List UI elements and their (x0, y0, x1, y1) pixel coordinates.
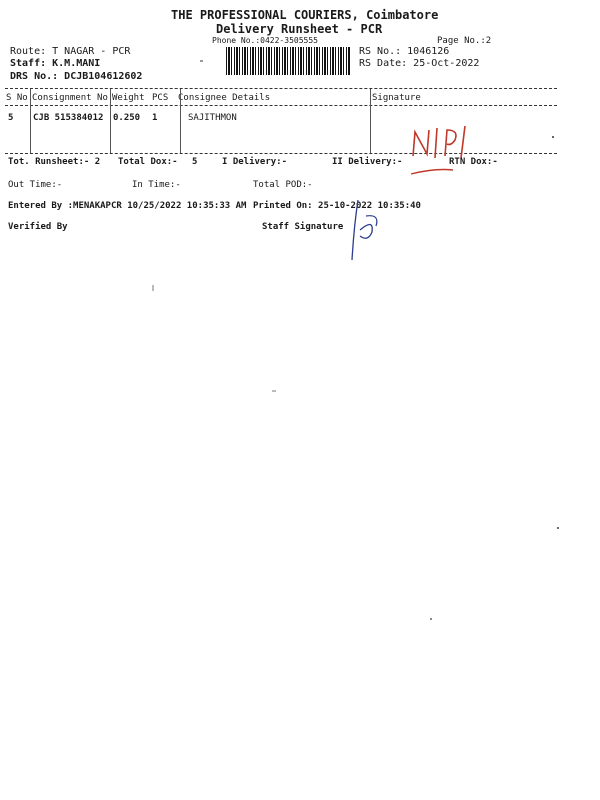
col-divider (370, 89, 371, 153)
col-divider (180, 89, 181, 153)
col-divider (30, 89, 31, 153)
scan-speck (200, 60, 203, 62)
in-time: In Time:- (132, 180, 181, 190)
total-pod: Total POD:- (253, 180, 313, 190)
return-dox: RTN Dox:- (449, 157, 498, 167)
total-runsheet: Tot. Runsheet:- 2 (8, 157, 101, 167)
col-header-consignment: Consignment No (32, 93, 108, 103)
row-consignee: SAJITHMON (188, 113, 237, 123)
route-label: Route: T NAGAR - PCR (10, 46, 131, 57)
printed-on: Printed On: 25-10-2022 10:35:40 (253, 201, 421, 211)
scan-speck (552, 136, 554, 138)
table-top-rule (5, 88, 557, 89)
drs-number: DRS No.: DCJB104612602 (10, 71, 143, 82)
sheet-title: Delivery Runsheet - PCR (216, 22, 383, 36)
scan-speck (430, 618, 432, 620)
second-delivery: II Delivery:- (332, 157, 403, 167)
col-header-signature: Signature (372, 93, 421, 103)
rs-date: RS Date: 25-Oct-2022 (359, 58, 480, 69)
first-delivery: I Delivery:- (222, 157, 288, 167)
barcode (226, 47, 350, 75)
table-header-rule (5, 105, 557, 106)
rs-number: RS No.: 1046126 (359, 46, 450, 57)
total-dox-value: 5 (192, 157, 198, 167)
handwritten-np-mark (405, 118, 485, 182)
row-consignment: CJB 515384012 (33, 113, 104, 123)
verified-by: Verified By (8, 222, 68, 232)
row-pcs: 1 (152, 113, 158, 123)
scan-speck (557, 527, 559, 529)
col-header-consignee: Consignee Details (178, 93, 271, 103)
staff-label: Staff: K.M.MANI (10, 58, 101, 69)
col-divider (110, 89, 111, 153)
page-number: Page No.:2 (437, 36, 492, 46)
total-dox-label: Total Dox:- (118, 157, 178, 167)
phone-number: Phone No.:0422-3505555 (212, 36, 318, 45)
staff-signature (340, 196, 390, 266)
row-sno: 5 (8, 113, 14, 123)
col-header-sno: S No (6, 93, 28, 103)
entered-by: Entered By :MENAKAPCR 10/25/2022 10:35:33 AM (8, 201, 247, 211)
row-weight: 0.250 (113, 113, 141, 123)
col-header-pcs: PCS (152, 93, 169, 103)
scan-speck (152, 285, 154, 291)
col-header-weight: Weight (112, 93, 145, 103)
out-time: Out Time:- (8, 180, 63, 190)
scan-speck (272, 390, 276, 392)
staff-signature-label: Staff Signature (262, 222, 344, 232)
company-name: THE PROFESSIONAL COURIERS, Coimbatore (171, 8, 439, 22)
